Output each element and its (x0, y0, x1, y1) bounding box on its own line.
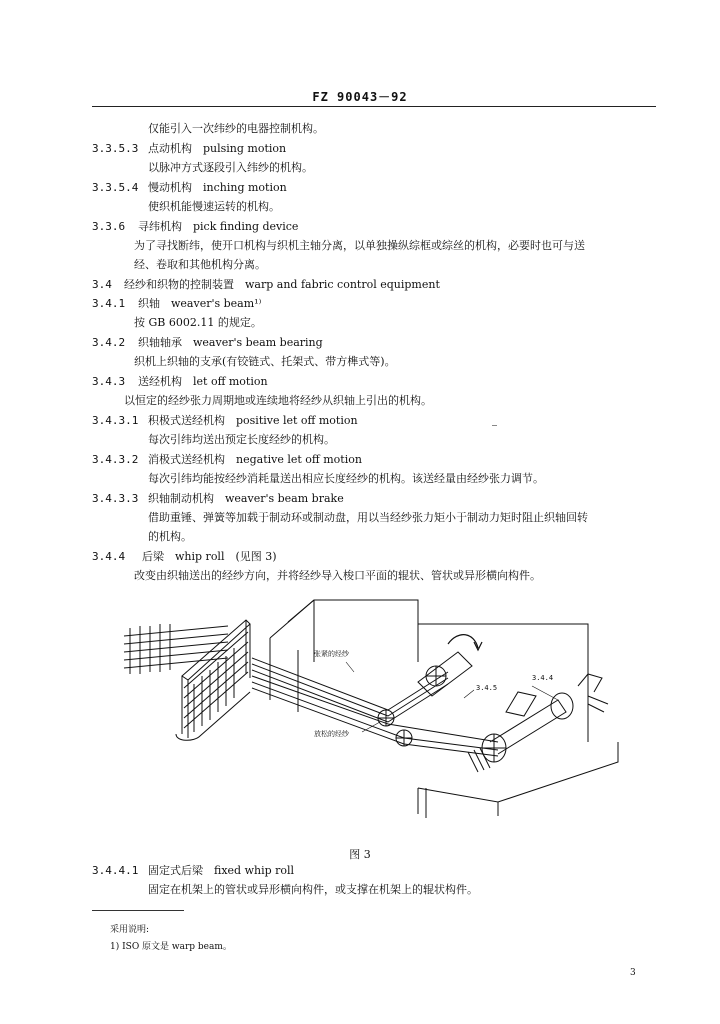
clause-title: 织轴轴承 weaver's beam bearing (138, 336, 323, 349)
label-tight-warp: 张紧的经纱 (314, 650, 349, 658)
label-3-4-4: 3.4.4 (532, 674, 554, 682)
figure-3-diagram (118, 592, 638, 842)
text-line: 使织机能慢速运转的机构。 (148, 200, 280, 213)
figure-caption: 图 3 (349, 848, 371, 861)
clause-number: 3.4.3.1 (92, 414, 139, 427)
header-rule (92, 106, 656, 107)
text-line: 以脉冲方式逐段引入纬纱的机构。 (148, 161, 313, 174)
footnote-rule (92, 910, 184, 911)
leader-lines (346, 662, 558, 732)
text-line: 借助重锤、弹簧等加载于制动环或制动盘，用以当经纱张力矩小于制动力矩时阻止织轴回转 (148, 511, 588, 524)
text-line: 以恒定的经纱张力周期地或连续地将经纱从织轴上引出的机构。 (124, 394, 432, 407)
label-3-4-5: 3.4.5 (476, 684, 498, 692)
text-line: 改变由织轴送出的经纱方向，并将经纱导入梭口平面的辊状、管状或异形横向构件。 (134, 569, 541, 582)
clause-number: 3.4.3.2 (92, 453, 139, 466)
text-line: 的机构。 (148, 530, 192, 543)
clause-title: 织轴 weaver's beam¹⁾ (138, 297, 262, 310)
clause-number: 3.4.3.3 (92, 492, 139, 505)
scan-speck (492, 425, 497, 426)
machine-frame (270, 600, 618, 818)
clause-number: 3.4.4.1 (92, 864, 139, 877)
footnote-title: 采用说明: (110, 925, 150, 935)
text-line: 每次引纬均送出预定长度经纱的机构。 (148, 433, 335, 446)
clause-number: 3.4.2 (92, 336, 126, 349)
text-line: 织机上织轴的支承(有铰链式、托架式、带方榫式等)。 (134, 355, 396, 368)
clause-number: 3.3.5.3 (92, 142, 139, 155)
rotation-arrow (448, 635, 478, 648)
clause-title: 点动机构 pulsing motion (148, 142, 287, 155)
clause-number: 3.4 (92, 278, 112, 291)
clause-title: 后梁 whip roll (见图 3) (142, 550, 277, 563)
clause-number: 3.4.4 (92, 550, 126, 563)
clause-title: 经纱和织物的控制装置 warp and fabric control equipment (124, 278, 440, 291)
text-line: 每次引纬均能按经纱消耗量送出相应长度经纱的机构。该送经量由经纱张力调节。 (148, 472, 544, 485)
running-header: FZ 90043－92 (312, 90, 408, 104)
text-line: 为了寻找断纬，使开口机构与织机主轴分离，以单独操纵综框或综丝的机构，必要时也可与送 (134, 239, 585, 252)
clause-title: 慢动机构 inching motion (148, 181, 287, 194)
text-line: 经、卷取和其他机构分离。 (134, 258, 266, 271)
label-loose-warp: 放松的经纱 (314, 730, 349, 738)
warp-lines (252, 658, 498, 756)
clause-title: 寻纬机构 pick finding device (138, 220, 299, 233)
footnote-text: 1) ISO 原文是 warp beam。 (110, 942, 232, 952)
clause-title: 消极式送经机构 negative let off motion (148, 453, 362, 466)
clause-title: 积极式送经机构 positive let off motion (148, 414, 358, 427)
clause-title: 送经机构 let off motion (138, 375, 268, 388)
clause-title: 织轴制动机构 weaver's beam brake (148, 492, 344, 505)
clause-number: 3.3.5.4 (92, 181, 139, 194)
page-number: 3 (630, 968, 636, 978)
clause-number: 3.3.6 (92, 220, 126, 233)
text-line: 仅能引入一次纬纱的电器控制机构。 (148, 122, 324, 135)
text-line: 按 GB 6002.11 的规定。 (134, 316, 262, 329)
text-line: 固定在机架上的管状或异形横向构件，或支撑在机架上的辊状构件。 (148, 883, 478, 896)
clause-number: 3.4.1 (92, 297, 126, 310)
clause-number: 3.4.3 (92, 375, 126, 388)
clause-title: 固定式后梁 fixed whip roll (148, 864, 295, 877)
